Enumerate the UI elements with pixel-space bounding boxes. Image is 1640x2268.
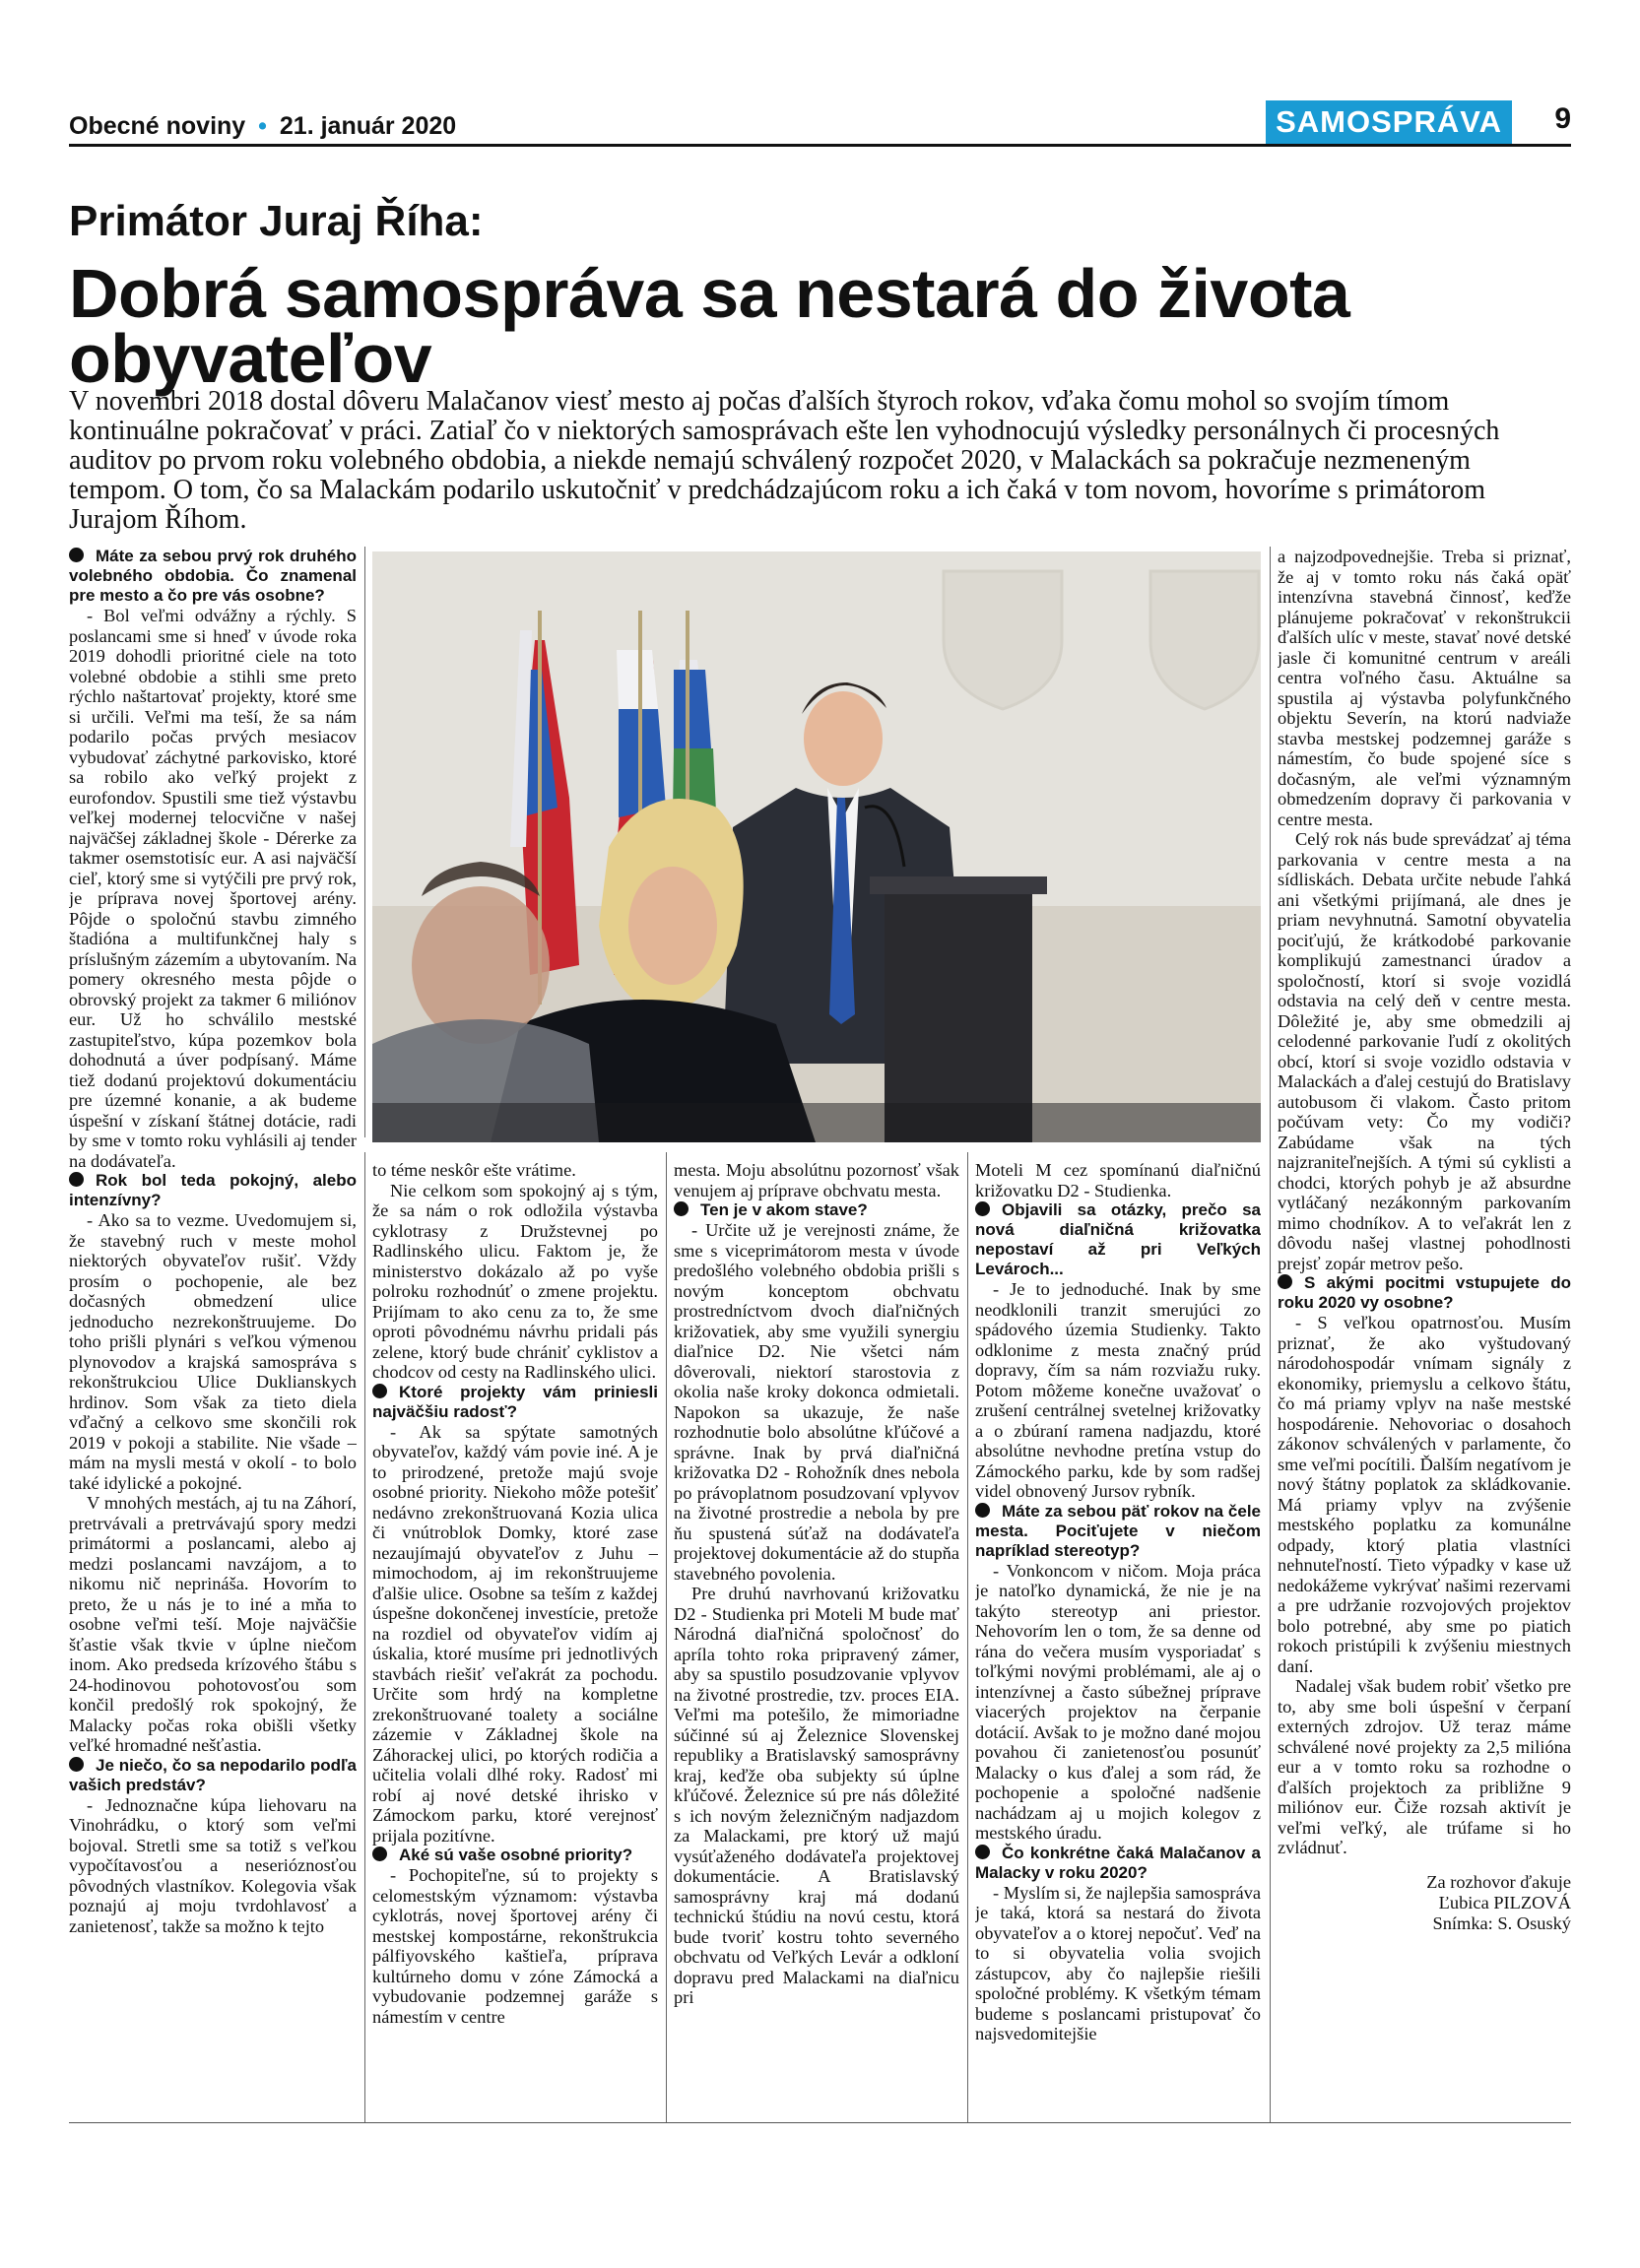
bullet-icon bbox=[69, 548, 84, 562]
question bbox=[69, 547, 357, 606]
byline bbox=[1278, 1872, 1571, 1934]
byline-photo-credit: Snímka: S. Osuský bbox=[1432, 1912, 1571, 1933]
photo-speaker-at-lectern-icon bbox=[372, 551, 1261, 1142]
bullet-icon bbox=[372, 1847, 387, 1861]
bullet-icon bbox=[975, 1503, 990, 1518]
column-divider bbox=[666, 1152, 667, 2122]
paragraph: Celý rok nás bude sprevádzať aj téma parkovania v centre mesta a na sídliskách. Debata určite nebude ľahká ani všetkými prijímaná, ale dnes je priam nevyhnutná. Samotní obyvatelia pociťujú, že krátkodobé parkovanie komplikujú zamestnanci úradov a spoločností, ktorí si svoje vozidlá odstavia na celý deň v centre mesta. Dôležité je, aby sme obmedzili aj celodenné parkovanie ľudí z okolitých obcí, ktorí si svoje vozidlo odstavia v Malackách a ďalej cestujú do Bratislavy autobusom či vlakom. Často pritom počúvam vety: Čo my vodiči? Zabúdame však na tých najzraniteľnejších. A tými sú cyklisti a chodci, ktorých pohyb je až absurdne vytláčaný nezákonným parkovaním mimo chodníkov. A to veľakrát len z dôvodu našej vlastnej pohodlnosti prejsť zopár metrov pešo. bbox=[1278, 829, 1571, 1273]
question bbox=[69, 1756, 357, 1795]
bullet-icon bbox=[975, 1201, 990, 1216]
question bbox=[69, 1171, 357, 1210]
paragraph: - Určite už je verejnosti známe, že sme s viceprimátorom mesta v úvode predošlého volebného obdobia prišli s novým konceptom obchvatu prostredníctvom dvoch diaľničných križovatiek, aby sme využili synergiu diaľnice D2. Nie všetci nám dôverovali, niektorí starostovia z okolia naše kroky dokonca odmietali. Napokon sa ukazuje, že naše rozhodnutie bolo absolútne kľúčové a správne. Inak by prvá diaľničná križovatka D2 - Rohožník dnes nebola po právoplatnom posudzovaní vplyvov na životné prostredie a nebola by pre ňu spustená súťaž na dodávateľa projektovej dokumentácie až do stupňa stavebného povolenia. bbox=[674, 1220, 959, 1584]
column-divider bbox=[967, 1152, 968, 2122]
byline-interviewer-label: Za rozhovor ďakuje bbox=[1426, 1871, 1571, 1892]
question bbox=[372, 1846, 658, 1865]
paragraph: - S veľkou opatrnosťou. Musím priznať, že ako vyštudovaný národohospodár vnímam signály z ekonomiky, priemyslu a celkovo štátu, čo má priamy vplyv na naše mestské hospodárenie. Nehovoriac o dosahoch zákonov schválených v parlamente, čo sme veľmi pocítili. Ďalším negatívom je nový štátny poplatok za skládkovanie. Má priamy vplyv na zvýšenie mestského poplatku za komunálne odpady, ktorý platia vlastníci nehnuteľností. Tieto výpadky v kase už nedokážeme vykrývať našimi rezervami a pre udržanie rozvojových projektov bolo potrebné, aby sme po piatich rokoch pristúpili k zvýšeniu miestnych daní. bbox=[1278, 1313, 1571, 1676]
header-rule bbox=[69, 144, 1571, 147]
question-text: Rok bol teda pokojný, alebo intenzívny? bbox=[69, 1171, 357, 1209]
section-label: SAMOSPRÁVA bbox=[1266, 100, 1512, 144]
column-divider bbox=[364, 1152, 365, 2122]
question-text: Aké sú vaše osobné priority? bbox=[399, 1846, 633, 1864]
bullet-icon bbox=[69, 1757, 84, 1772]
paragraph: - Jednoznačne kúpa liehovaru na Vinohrádku, o ktorý som veľmi bojoval. Stretli sme sa totiž s veľkou vypočítavosťou a neserióznosťou pôvodných vlastníkov. Kolegovia však poznajú aj moju tvrdohlavosť a zanietenosť, takže sa možno k tejto bbox=[69, 1794, 357, 1936]
question-text: Ktoré projekty vám priniesli najväčšiu radosť? bbox=[372, 1382, 658, 1421]
question bbox=[372, 1383, 658, 1422]
paragraph: to téme neskôr ešte vrátime. bbox=[372, 1160, 576, 1180]
question-text: S akými pocitmi vstupujete do roku 2020 vy osobne? bbox=[1278, 1273, 1571, 1312]
article-headline: Dobrá samospráva sa nestará do života obyvateľov bbox=[69, 255, 1350, 397]
paragraph: - Myslím si, že najlepšia samospráva je taká, ktorá sa nestará do života obyvateľov a o ktorej nepočuť. Veď na to si obyvatelia volia svojich zástupcov, aby čo najlepšie riešili spoločné problémy. K všetkým témam budeme s poslancami pristupovať čo najsvedomitejšie bbox=[975, 1882, 1261, 2043]
question-text: Máte za sebou prvý rok druhého volebného obdobia. Čo znamenal pre mesto a čo pre vás osobne? bbox=[69, 547, 357, 605]
column-3 bbox=[674, 1160, 959, 2120]
question-text: Je niečo, čo sa nepodarilo podľa vašich predstáv? bbox=[69, 1755, 357, 1794]
question bbox=[975, 1200, 1261, 1279]
question bbox=[975, 1502, 1261, 1561]
paragraph: - Pochopiteľne, sú to projekty s celomestským významom: výstavba cyklotrás, novej športovej arény či mestskej kompostárne, rekonštrukcia pálfiyovského kaštieľa, príprava kultúrneho domu v zóne Zámocká a vybudovanie podzemnej garáže s námestím v centre bbox=[372, 1865, 658, 2027]
column-divider bbox=[364, 547, 365, 1137]
paragraph: V mnohých mestách, aj tu na Záhorí, pretrvávali a pretrvávajú spory medzi primátormi a poslancami, alebo aj medzi poslancami navzájom, a to nikomu nič neprináša. Hovorím to preto, že u nás je to iné a mňa to osobne veľmi teší. Moje najväčšie šťastie však tkvie v úplne niečom inom. Ako predseda krízového štábu s 24-hodinovou pohotovosťou som končil predošlý rok spokojný, že Malacky počas roka obišli všetky veľké hromadné nešťastia. bbox=[69, 1493, 357, 1755]
question bbox=[975, 1844, 1261, 1883]
bullet-icon bbox=[975, 1845, 990, 1859]
paragraph: Moteli M cez spomínanú diaľničnú križovatku D2 - Studienka. bbox=[975, 1160, 1261, 1200]
paragraph: - Bol veľmi odvážny a rýchly. S poslancami sme si hneď v úvode roka 2019 dohodli prioritné ciele na toto volebné obdobie a stihli sme preto rýchlo naštartovať projekty, ktoré sme si určili. Veľmi ma teší, že sa nám podarilo počas prvých mesiacov vybudovať záchytné parkovisko, ktoré sa robilo ako veľký projekt z eurofondov. Spustili sme tiež výstavbu veľkej modernej telocvične v našej najväčšej základnej škole - Dérerke za takmer osemstotisíc eur. A asi najväčší cieľ, ktorý sme si vytýčili pre prvý rok, je príprava novej športovej arény. Pôjde o spoločnú stavbu zimného štadióna a multifunkčnej haly s príslušným zázemím a ubytovaním. Na pomery okresného mesta pôjde o obrovský projekt za takmer 6 miliónov eur. Už ho schválilo mestské zastupiteľstvo, kúpa pozemkov bola dohodnutá a úver podpísaný. Máme tiež dodanú projektovú dokumentáciu pre územné konanie, a ak budeme úspešní v získaní štátnej dotácie, radi by sme v tomto roku vyhlásili aj tender na dodávateľa. bbox=[69, 606, 357, 1171]
byline-author: Ľubica PILZOVÁ bbox=[1438, 1892, 1571, 1912]
column-divider bbox=[1270, 547, 1271, 2122]
column-2 bbox=[372, 1160, 658, 2120]
paragraph: mesta. Moju absolútnu pozornosť však venujem aj príprave obchvatu mesta. bbox=[674, 1160, 959, 1200]
question-text: Objavili sa otázky, prečo sa nová diaľničná križovatka nepostaví až pri Veľkých Levároch... bbox=[975, 1200, 1261, 1278]
paragraph: Pre druhú navrhovanú križovatku D2 - Studienka pri Moteli M bude mať Národná diaľničná spoločnosť do apríla tohto roka pripravený zámer, aby sa spustilo posudzovanie vplyvov na životné prostredie, tzv. proces EIA. Veľmi ma potešilo, že mimoriadne súčinné sú aj Železnice Slovenskej republiky a Bratislavský samosprávny kraj, keďže oba subjekty sú úplne kľúčové. Železnice sú pre nás dôležité s ich novým železničným nadjazdom za Malackami, pre ktorý už majú vysúťaženého dodávateľa projektovej dokumentácie. A Bratislavský samosprávny kraj má dodanú technickú štúdiu na novú cestu, ktorá bude tvoriť kostru tohto severného obchvatu od Veľkých Levár a odkloní dopravu pred Malackami na diaľnicu pri bbox=[674, 1584, 959, 2007]
publication-name: Obecné noviny bbox=[69, 112, 246, 140]
column-4 bbox=[975, 1160, 1261, 2120]
question bbox=[674, 1200, 959, 1220]
article-lead: V novembri 2018 dostal dôveru Malačanov viesť mesto aj počas ďalších štyroch rokov, vďaka čomu mohol so svojím tímom kontinuálne pokračovať v práci. Zatiaľ čo v niektorých samosprávach ešte len vyhodnocujú výsledky personálnych či procesných auditov po prvom roku volebného obdobia, a niekde nemajú schválený rozpočet 2020, v Malackách sa pokračuje nezmeneným tempom. O tom, čo sa Malackám podarilo uskutočniť v predchádzajúcom roku a ich čaká v tom novom, hovoríme s primátorom Jurajom Říhom. bbox=[69, 386, 1500, 535]
paragraph: Nie celkom som spokojný aj s tým, že sa nám o rok odložila výstavba cyklotrasy z Družstevnej po Radlinského ulicu. Faktom je, že ministerstvo dokázalo až po vyše polroku rozhodnúť o zmene projektu. Prijímam to ako cenu za to, že sme oproti pôvodnému návrhu pridali pás zelene, ktorý bude chrániť cyklistov a chodcov od cesty na Radlinského ulici. bbox=[372, 1180, 658, 1382]
paragraph: - Vonkoncom v ničom. Moja práca je natoľko dynamická, že nie je na takýto stereotyp ani priestor. Nehovorím len o tom, že sa denne od rána do večera musím vysporiadať s toľkými novými problémami, ale aj o intenzívnej a často súbežnej príprave viacerých projektov na čerpanie dotácií. Avšak to je možno dané mojou povahou či zanietenosťou posunúť Malacky o kus ďalej a som rád, že pochopenie a spoločné nadšenie nachádzam aj u mojich kolegov z mestského úradu. bbox=[975, 1560, 1261, 1843]
question-text: Ten je v akom stave? bbox=[700, 1200, 868, 1219]
bullet-icon bbox=[1278, 1274, 1292, 1289]
paragraph: Nadalej však budem robiť všetko pre to, aby sme boli úspešní v čerpaní externých zdrojov. Už teraz máme schválené nové projekty za 2,5 milióna eur a v tomto roku sa rozhodne o ďalších projektoch za približne 9 miliónov eur. Čiže rozsah aktivít je veľmi veľký, ale trúfame si ho zvládnuť. bbox=[1278, 1676, 1571, 1857]
question bbox=[1278, 1273, 1571, 1313]
separator-dot: • bbox=[258, 112, 267, 140]
publication-line bbox=[69, 112, 456, 141]
question-text: Čo konkrétne čaká Malačanov a Malacky v roku 2020? bbox=[975, 1843, 1261, 1882]
column-5 bbox=[1278, 547, 1571, 2117]
bullet-icon bbox=[674, 1201, 689, 1216]
page-number: 9 bbox=[1554, 102, 1571, 135]
paragraph: a najzodpovednejšie. Treba si priznať, že aj v tomto roku nás čaká opäť intenzívna stavebná činnosť, keďže plánujeme pokračovať v rekonštrukcii ďalších ulíc v meste, stavať nové detské jasle či komunitné centrum v areáli centra voľného času. Aktuálne sa spustila aj výstavba polyfunkčného objektu Severín, na ktorú nadviaže stavba mestskej podzemnej garáže s námestím, čo bude spojené síce s dočasným, ale veľmi významným obmedzením dopravy či parkovania v centre mesta. bbox=[1278, 547, 1571, 829]
article-photo bbox=[372, 551, 1261, 1142]
paragraph: - Ako sa to vezme. Uvedomujem si, že stavebný ruch v meste mohol niektorých obyvateľov rušiť. Vždy prosím o pochopenie, ale bez dočasných obmedzení ulice jednoducho nezrekonštruujeme. Do toho prišli plynári s veľkou výmenou plynovodov a krajská samospráva s rekonštrukciou Ulice Duklianskych hrdinov. Som však za tieto diela vďačný a celkovo sme skončili rok 2019 v pokoji a stabilite. Nie všade – mám na mysli mestá v okolí - to bolo také idylické a pokojné. bbox=[69, 1210, 357, 1493]
bullet-icon bbox=[69, 1172, 84, 1187]
issue-date: 21. január 2020 bbox=[279, 112, 457, 140]
bullet-icon bbox=[372, 1384, 387, 1398]
paragraph: - Ak sa spýtate samotných obyvateľov, každý vám povie iné. A je to prirodzené, pretože majú svoje osobné priority. Niekoho môže potešiť nedávno zrekonštruovaná Kozia ulica či vnútroblok Domky, ktoré zase nezaujímajú obyvateľov z Juhu – mimochodom, aj im rekonštruujeme ďalšie ulice. Osobne sa teším z každej úspešne dokončenej investície, pretože na rozdiel od obyvateľov vidím aj úskalia, ktoré musíme pri jednotlivých stavbách riešiť veľakrát za pochodu. Určite som hrdý na kompletne zrekonštruované toalety a sociálne zázemie v Základnej škole na Záhorackej ulici, po ktorých rodičia a učitelia volali dlhé roky. Radosť mi robí aj nové detské ihrisko v Zámockom parku, ktoré verejnosť prijala pozitívne. bbox=[372, 1421, 658, 1846]
column-1 bbox=[69, 547, 357, 2117]
question-text: Máte za sebou päť rokov na čele mesta. Pociťujete v niečom napríklad stereotyp? bbox=[975, 1501, 1261, 1560]
article-kicker: Primátor Juraj Říha: bbox=[69, 197, 484, 245]
footer-rule bbox=[69, 2122, 1571, 2123]
paragraph: - Je to jednoduché. Inak by sme neodklonili tranzit smerujúci zo spádového územia Studienky. Takto odklonime z mesta značný prúd dopravy, čím sa nám rozviažu ruky. Potom môžeme konečne uvažovať o zrušení centrálnej svetelnej križovatky a o zbúraní ramena nadjazdu, ktoré absolútne nevhodne pretína vstup do Zámockého parku, kde by som radšej videl obnovený Jursov rybník. bbox=[975, 1279, 1261, 1501]
